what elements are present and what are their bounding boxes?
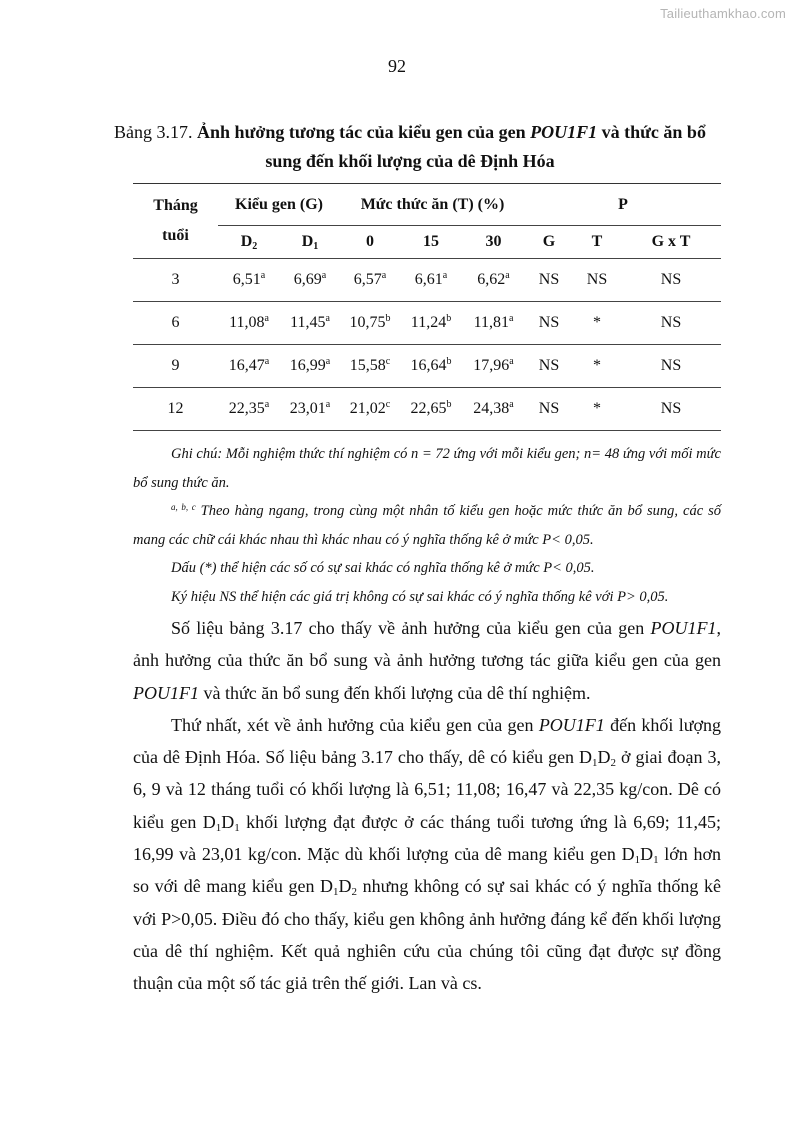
header-month-line1: Tháng [153, 197, 198, 214]
header-row-2 [133, 226, 721, 259]
header-feed-15: 15 [400, 226, 462, 259]
cell-value: 6,61$^a$ [400, 259, 462, 302]
cell-p-g: NS [525, 302, 573, 345]
caption-gene: POU1F1 [530, 122, 598, 142]
cell-value: 11,81$^a$ [462, 302, 525, 345]
page-number: 92 [388, 56, 406, 76]
header-month [133, 184, 218, 259]
cell-p-g: NS [525, 345, 573, 388]
watermark: Tailieuthamkhao.com [660, 6, 786, 21]
cell-value: 6,69$^a$ [280, 259, 340, 302]
cell-month: 6 [133, 302, 218, 345]
header-p-group: P [525, 184, 721, 226]
paragraph-1: Số liệu bảng 3.17 cho thấy về ảnh hưởng của kiểu gen của gen POU1F1, ảnh hưởng của thức ăn bổ sung và ảnh hưởng tương tác giữa kiểu gen của gen POU1F1 và thức ăn bổ sung đến khối lượng của dê thí nghiệm. [133, 618, 721, 703]
caption-prefix: Bảng 3.17. [114, 122, 198, 142]
cell-p-gxt: NS [621, 259, 721, 302]
cell-month: 12 [133, 388, 218, 431]
cell-value: 17,96$^a$ [462, 345, 525, 388]
data-table [133, 183, 721, 431]
header-row-1 [133, 184, 721, 226]
header-feed-30: 30 [462, 226, 525, 259]
header-p-g: G [525, 226, 573, 259]
cell-value: 16,99$^a$ [280, 345, 340, 388]
gene-name: POU1F1 [538, 714, 605, 735]
cell-value: 22,35$^a$ [218, 388, 280, 431]
header-genotype-d1: $D_1$ [280, 226, 340, 259]
cell-value: 6,62$^a$ [462, 259, 525, 302]
table-row [133, 302, 721, 345]
caption-title-part1: Ảnh hưởng tương tác của kiểu gen của gen [197, 122, 531, 142]
cell-p-g: NS [525, 259, 573, 302]
cell-p-t: * [573, 388, 621, 431]
cell-p-g: NS [525, 388, 573, 431]
cell-value: 11,45$^a$ [280, 302, 340, 345]
note-asterisk: Dấu (*) thể hiện các số có sự sai khác có nghĩa thống kê ở mức P< 0,05. [171, 560, 595, 576]
cell-p-gxt: NS [621, 302, 721, 345]
header-p-t: T [573, 226, 621, 259]
body-text [133, 612, 721, 1000]
header-genotype-group: Kiểu gen (G) [218, 184, 340, 226]
cell-value: 6,51$^a$ [218, 259, 280, 302]
header-feed-group: Mức thức ăn (T) (%) [340, 184, 525, 226]
table-row [133, 345, 721, 388]
cell-value: 6,57$^a$ [340, 259, 400, 302]
cell-value: 16,47$^a$ [218, 345, 280, 388]
header-p-gxt: G x T [621, 226, 721, 259]
header-month-line2: tuổi [162, 227, 189, 244]
cell-value: 22,65$^b$ [400, 388, 462, 431]
note-ns: Ký hiệu NS thể hiện các giá trị không có sự sai khác có ý nghĩa thống kê với P> 0,05. [171, 588, 669, 605]
cell-value: 24,38$^a$ [462, 388, 525, 431]
header-genotype-d2: $D_2$ [218, 226, 280, 259]
cell-p-t: NS [573, 259, 621, 302]
header-feed-0: 0 [340, 226, 400, 259]
caption-title-part2: và thức ăn bổ sung đến khối lượng của dê Định Hóa [265, 122, 706, 171]
cell-value: 11,08$^a$ [218, 302, 280, 345]
cell-p-t: * [573, 345, 621, 388]
table-row [133, 388, 721, 431]
cell-value: 21,02$^c$ [340, 388, 400, 431]
table-notes [133, 440, 721, 611]
note-superscript-letters: $^{a, b, c}$ Theo hàng ngang, trong cùng một nhân tố kiểu gen hoặc mức thức ăn bổ sung, các số mang các chữ cái khác nhau thì khác nhau có ý nghĩa thống kê ở mức P< 0,05. [133, 502, 721, 548]
cell-value: 11,24$^b$ [400, 302, 462, 345]
table-row [133, 259, 721, 302]
cell-value: 23,01$^a$ [280, 388, 340, 431]
cell-month: 3 [133, 259, 218, 302]
note-sample-size: Ghi chú: Mỗi nghiệm thức thí nghiệm có n = 72 ứng với mỗi kiểu gen; n= 48 ứng với mối mức bổ sung thức ăn. [133, 446, 721, 491]
paragraph-2: Thứ nhất, xét về ảnh hưởng của kiểu gen của gen POU1F1 đến khối lượng của dê Định Hóa. Số liệu bảng 3.17 cho thấy, dê có kiểu gen $D_1D_2$ ở giai đoạn 3, 6, 9 và 12 tháng tuổi có khối lượng là 6,51; 11,08; 16,47 và 22,35 kg/con. Dê có kiểu gen $D_1D_1$ khối lượng đạt được ở các tháng tuổi tương ứng là 6,69; 11,45; 16,99 và 23,01 kg/con. Mặc dù khối lượng của dê mang kiểu gen $D_1D_1$ lớn hơn so với dê mang kiểu gen $D_1D_2$ nhưng không có sự sai khác có ý nghĩa thống kê với P>0,05. Điều đó cho thấy, kiểu gen không ảnh hưởng đáng kể đến khối lượng của dê thí nghiệm. Kết quả nghiên cứu của chúng tôi cũng đạt được sự đồng thuận của một số tác giả trên thế giới. Lan và cs. [133, 714, 722, 994]
note-letters: a, b, c [171, 502, 196, 512]
gene-name: POU1F1 [650, 618, 717, 638]
cell-value: 15,58$^c$ [340, 345, 400, 388]
table-caption [100, 118, 720, 176]
cell-p-gxt: NS [621, 388, 721, 431]
cell-p-gxt: NS [621, 345, 721, 388]
cell-month: 9 [133, 345, 218, 388]
cell-value: 10,75$^b$ [340, 302, 400, 345]
cell-value: 16,64$^b$ [400, 345, 462, 388]
cell-p-t: * [573, 302, 621, 345]
gene-name: POU1F1 [133, 682, 199, 703]
